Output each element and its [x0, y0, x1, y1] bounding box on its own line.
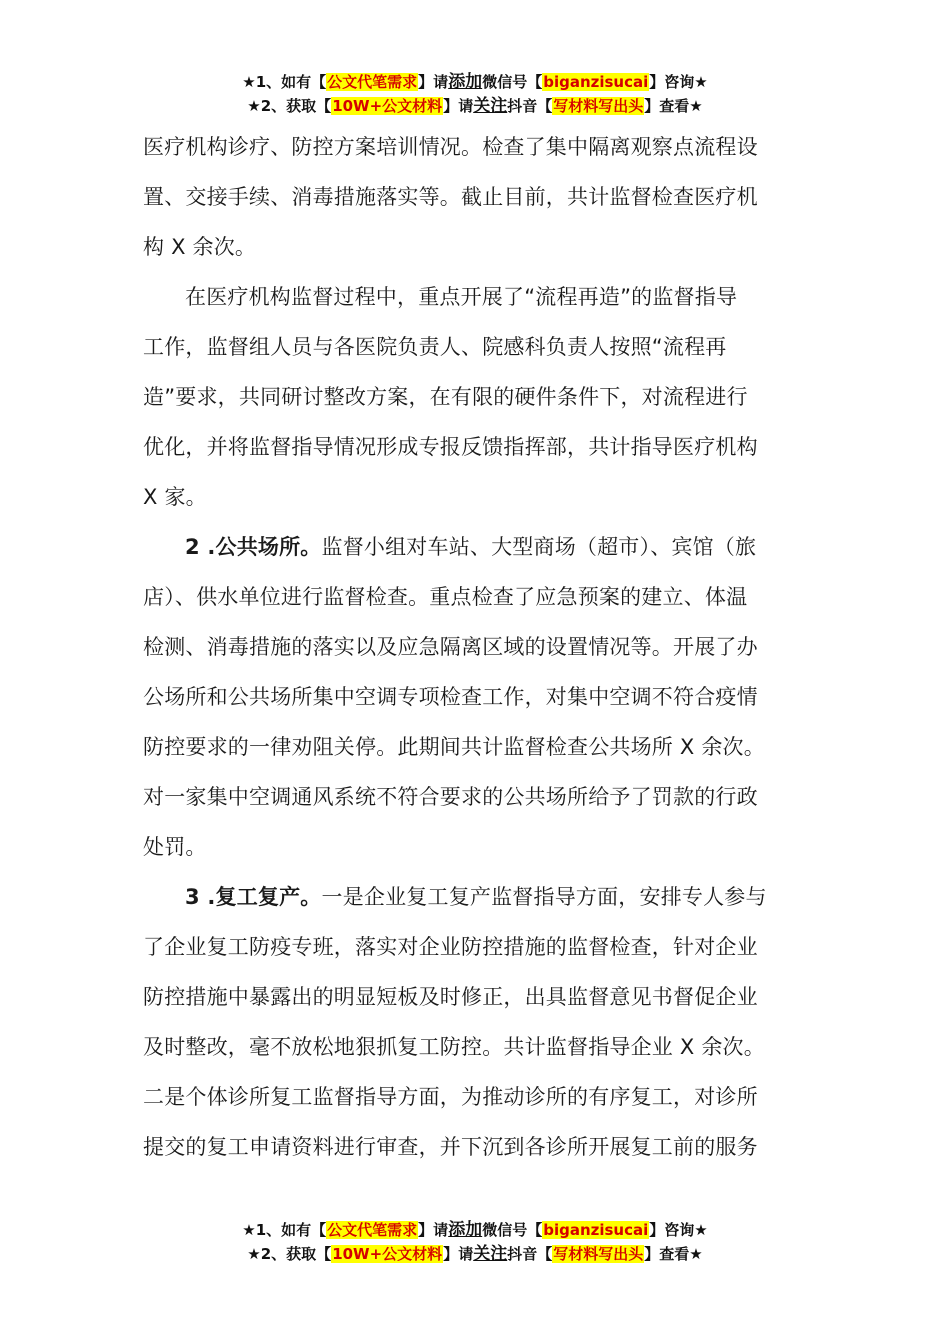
header-banner: [0, 70, 950, 118]
text-line: X 家。: [143, 485, 207, 509]
banner-text: ★1、如有【: [242, 73, 327, 91]
text-line: 二是个体诊所复工监督指导方面，为推动诊所的有序复工，对诊所: [143, 1085, 758, 1109]
document-body: [143, 122, 807, 1172]
banner-text: 微信号【: [482, 73, 543, 91]
text-line: 防控要求的一律劝阻关停。此期间共计监督检查公共场所 X 余次。: [143, 735, 765, 759]
banner-text: 】查看★: [644, 1245, 703, 1263]
banner-highlight: 写材料写出头: [553, 97, 644, 115]
banner-text: ★2、获取【: [247, 1245, 332, 1263]
banner-text: ★2、获取【: [247, 97, 332, 115]
text-line: 优化，并将监督指导情况形成专报反馈指挥部，共计指导医疗机构: [143, 435, 758, 459]
text-run: 监督小组对车站、大型商场（超市）、宾馆（旅: [321, 535, 757, 559]
text-line: 工作，监督组人员与各医院负责人、院感科负责人按照“流程再: [143, 335, 727, 359]
banner-line-2: [0, 1242, 950, 1266]
banner-text: 】请: [418, 73, 449, 91]
banner-highlight: 公文代笔需求: [327, 1221, 418, 1239]
text-run: 一是企业复工复产监督指导方面，安排专人参与: [321, 885, 767, 909]
section-heading: 3 .复工复产。: [185, 885, 322, 909]
banner-text: 】咨询★: [649, 73, 708, 91]
banner-text: 微信号【: [482, 1221, 543, 1239]
banner-highlight: 10W+公文材料: [332, 1245, 443, 1263]
banner-line-1: [0, 1218, 950, 1242]
text-line: 对一家集中空调通风系统不符合要求的公共场所给予了罚款的行政: [143, 785, 758, 809]
section-heading: 2 .公共场所。: [185, 535, 322, 559]
banner-text: 】咨询★: [649, 1221, 708, 1239]
text-line: [143, 872, 807, 922]
text-line: 防控措施中暴露出的明显短板及时修正，出具监督意见书督促企业: [143, 985, 758, 1009]
banner-text: ★1、如有【: [242, 1221, 327, 1239]
text-line: 处罚。: [143, 835, 207, 859]
banner-text: 】查看★: [644, 97, 703, 115]
banner-text: 】请: [443, 1245, 474, 1263]
banner-text: 抖音【: [507, 1245, 553, 1263]
banner-emphasis: 关注: [473, 1244, 508, 1264]
text-line: 公场所和公共场所集中空调专项检查工作，对集中空调不符合疫情: [143, 685, 758, 709]
banner-emphasis: 添加: [448, 72, 483, 92]
banner-text: 】请: [418, 1221, 449, 1239]
banner-highlight: 公文代笔需求: [327, 73, 418, 91]
footer-banner: [0, 1218, 950, 1266]
banner-highlight: biganzisucai: [543, 73, 649, 91]
banner-text: 】请: [443, 97, 474, 115]
text-line: 了企业复工防疫专班，落实对企业防控措施的监督检查，针对企业: [143, 935, 758, 959]
banner-emphasis: 添加: [448, 1220, 483, 1240]
banner-highlight: 10W+公文材料: [332, 97, 443, 115]
text-line: [143, 522, 807, 572]
banner-emphasis: 关注: [473, 96, 508, 116]
banner-line-2: [0, 94, 950, 118]
text-line: 检测、消毒措施的落实以及应急隔离区域的设置情况等。开展了办: [143, 635, 758, 659]
text-line: 造”要求，共同研讨整改方案，在有限的硬件条件下，对流程进行: [143, 385, 748, 409]
text-line: 在医疗机构监督过程中，重点开展了“流程再造”的监督指导: [185, 285, 738, 309]
banner-highlight: 写材料写出头: [553, 1245, 644, 1263]
banner-highlight: biganzisucai: [543, 1221, 649, 1239]
text-line: 提交的复工申请资料进行审查，并下沉到各诊所开展复工前的服务: [143, 1135, 758, 1159]
text-line: 医疗机构诊疗、防控方案培训情况。检查了集中隔离观察点流程设: [143, 135, 758, 159]
text-line: 置、交接手续、消毒措施落实等。截止目前，共计监督检查医疗机: [143, 185, 758, 209]
banner-line-1: [0, 70, 950, 94]
text-line: 及时整改，毫不放松地狠抓复工防控。共计监督指导企业 X 余次。: [143, 1035, 765, 1059]
text-line: 构 X 余次。: [143, 235, 257, 259]
text-line: 店）、供水单位进行监督检查。重点检查了应急预案的建立、体温: [143, 585, 748, 609]
banner-text: 抖音【: [507, 97, 553, 115]
